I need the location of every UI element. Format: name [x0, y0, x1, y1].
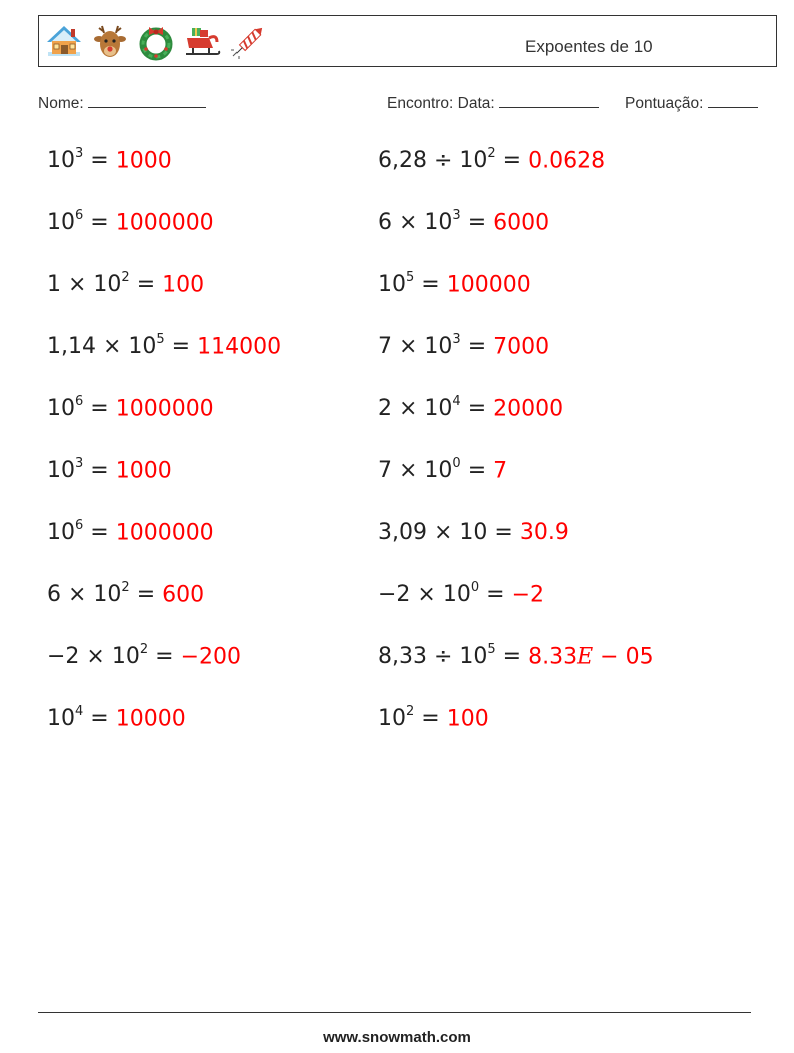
problem-answer: 1000000: [115, 520, 214, 546]
problem-item: [47, 334, 281, 359]
problem-item: [47, 458, 172, 483]
problem-item: [47, 520, 214, 545]
encounter-date-label: Encontro: Data:: [387, 95, 495, 112]
problem-answer: −2: [511, 582, 544, 608]
encounter-date-field: [387, 93, 599, 113]
problem-item: [47, 582, 204, 607]
footer-url: www.snowmath.com: [323, 1029, 471, 1046]
problem-item: [47, 706, 186, 731]
problem-question: $6,28 \div 10^2$ =: [378, 146, 529, 174]
date-blank[interactable]: [499, 93, 599, 108]
problem-question: $10^6$ =: [47, 394, 116, 422]
problem-answer: 100000: [446, 272, 531, 298]
problem-question: $10^6$ =: [47, 208, 116, 236]
problem-answer: 600: [162, 582, 205, 608]
problem-question: $10^4$ =: [47, 704, 116, 732]
problem-item: [378, 582, 544, 607]
problem-question: $10^6$ =: [47, 518, 116, 546]
problem-answer: 6000: [493, 210, 550, 236]
wreath-icon: [137, 22, 175, 62]
problem-question: $6 \times 10^2$ =: [47, 580, 163, 608]
problem-answer: 30.9: [519, 520, 569, 545]
score-blank[interactable]: [708, 93, 758, 108]
problem-item: [47, 396, 214, 421]
problem-item: [378, 644, 654, 669]
problem-item: [378, 272, 531, 297]
house-icon: [45, 22, 83, 62]
problem-question: $2 \times 10^4$ =: [378, 394, 494, 422]
problem-item: [378, 396, 563, 421]
problem-question: $7 \times 10^3$ =: [378, 332, 494, 360]
problem-item: [47, 272, 204, 297]
problem-answer: 0.0628: [528, 148, 606, 174]
problem-item: [47, 210, 214, 235]
problem-item: [378, 520, 569, 545]
problem-answer: 1000000: [115, 210, 214, 236]
problem-item: [47, 148, 172, 173]
problem-answer: 1000000: [115, 396, 214, 422]
problem-answer: 7000: [493, 334, 550, 360]
problem-answer: 7: [493, 458, 508, 484]
problem-item: [378, 458, 507, 483]
firework-rocket-icon: [229, 22, 267, 62]
problem-question: $1 \times 10^2$ =: [47, 270, 163, 298]
problem-item: [378, 706, 489, 731]
problem-item: [378, 334, 549, 359]
problem-question: $7 \times 10^0$ =: [378, 456, 494, 484]
name-blank[interactable]: [88, 93, 206, 108]
footer-divider: [38, 1012, 751, 1013]
problem-question: $8,33 \div 10^5$ =: [378, 642, 529, 670]
worksheet-title: Expoentes de 10: [525, 37, 653, 56]
problem-item: [378, 210, 549, 235]
problem-answer: 10000: [115, 706, 186, 732]
problem-question: $10^2$ =: [378, 704, 447, 732]
problem-answer: 1000: [115, 458, 172, 484]
problem-question: $-2 \times 10^0$ =: [378, 580, 512, 608]
problem-question: $6 \times 10^3$ =: [378, 208, 494, 236]
score-field: [625, 93, 758, 113]
problem-answer: 100: [162, 272, 205, 298]
holiday-icons: [45, 22, 267, 62]
problem-question: $10^3$ =: [47, 146, 116, 174]
problem-item: [47, 644, 241, 669]
problem-answer: 114000: [197, 334, 282, 360]
problem-answer: 1000: [115, 148, 172, 174]
sleigh-icon: [183, 22, 221, 62]
problem-answer: 100: [446, 706, 489, 732]
problem-answer: −200: [180, 644, 241, 670]
problem-question: $10^3$ =: [47, 456, 116, 484]
score-label: Pontuação:: [625, 95, 704, 112]
problem-question: $-2 \times 10^2$ =: [47, 642, 181, 670]
problem-question: 3,09 × 10 =: [378, 520, 520, 545]
problem-answer: 20000: [493, 396, 564, 422]
name-field: [38, 93, 206, 113]
problem-answer: 8.33E − 05: [528, 644, 654, 670]
problem-question: $1,14 \times 10^5$ =: [47, 332, 198, 360]
reindeer-icon: [91, 22, 129, 62]
problem-question: $10^5$ =: [378, 270, 447, 298]
name-label: Nome:: [38, 95, 84, 112]
problem-item: [378, 148, 605, 173]
worksheet-header: [38, 15, 777, 67]
